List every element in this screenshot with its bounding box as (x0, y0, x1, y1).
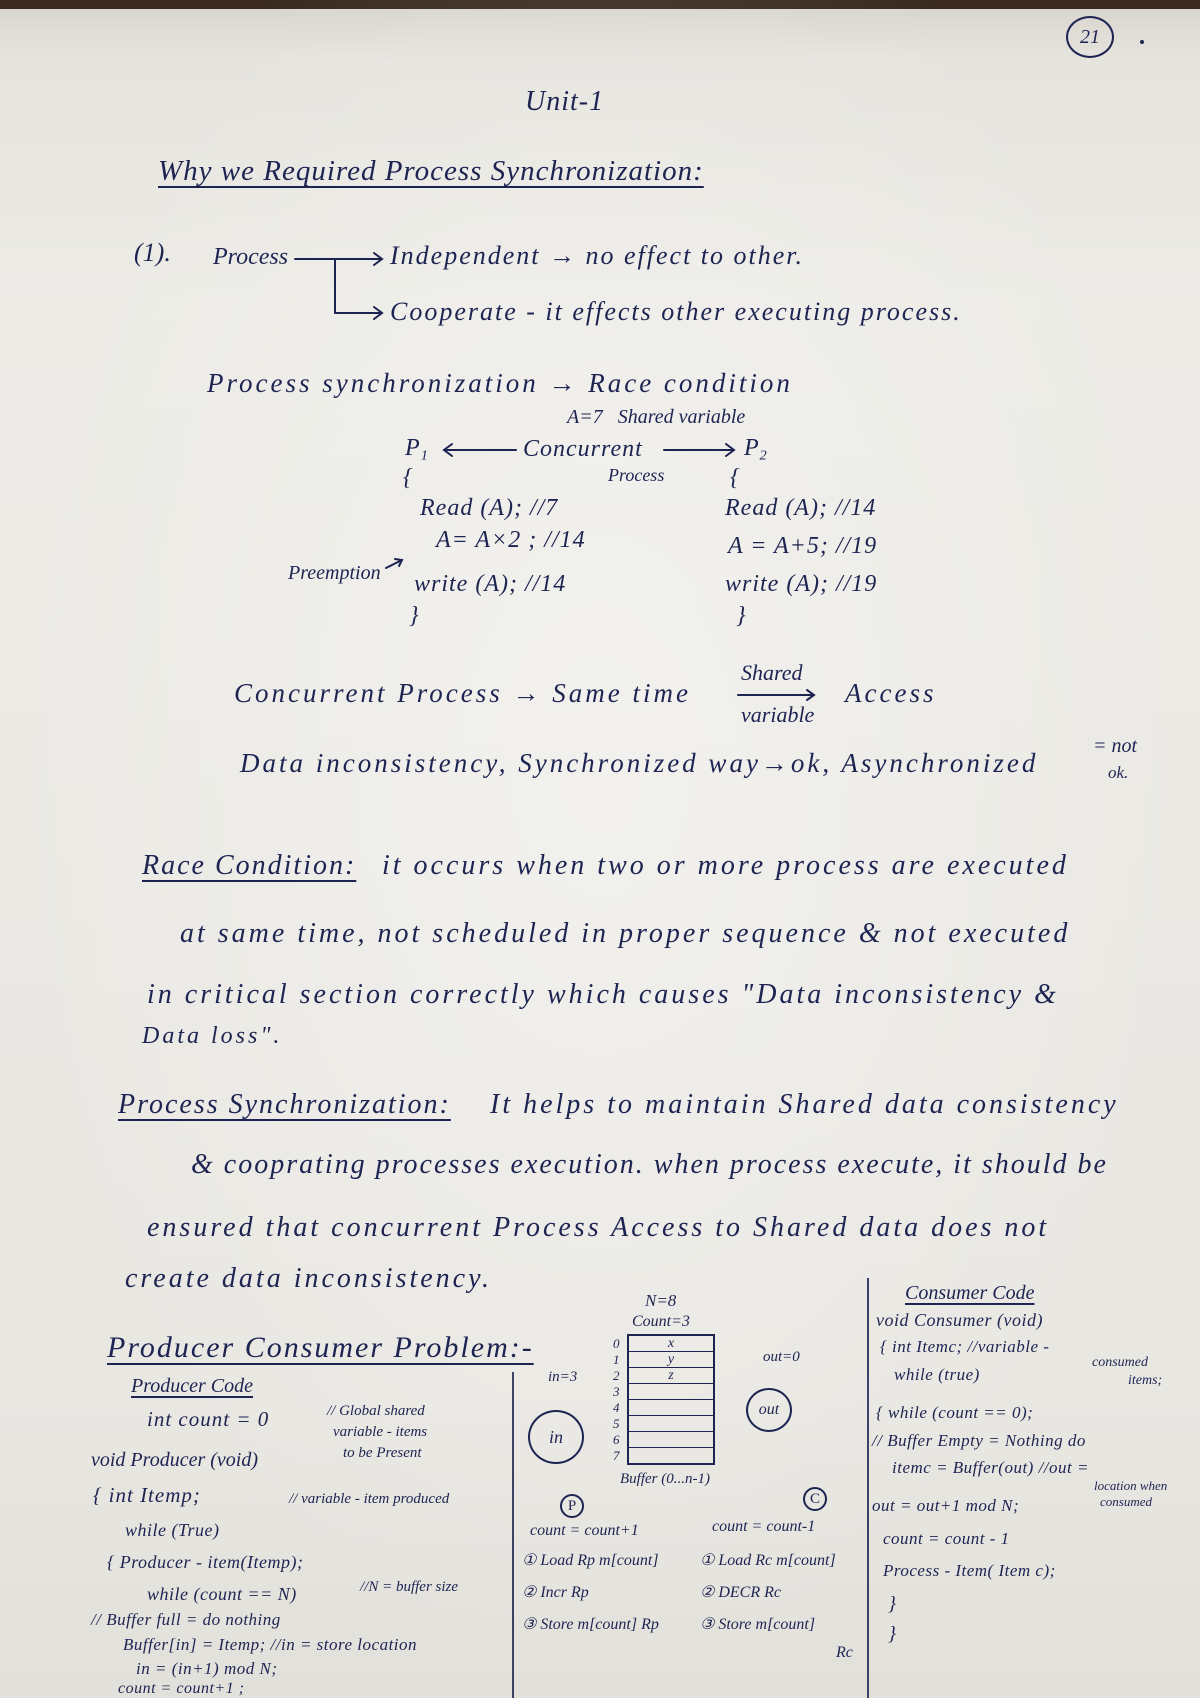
p2-code-open: { (730, 465, 741, 491)
producer-step: ② Incr Rp (522, 1584, 589, 1601)
slot-index: 4 (613, 1400, 620, 1415)
consumer-item-comment: items; (1128, 1373, 1163, 1388)
producer-marker (560, 1494, 584, 1518)
column-divider (867, 1278, 869, 1698)
out-pointer-label: out (758, 1401, 780, 1418)
buffer-size: N=8 (645, 1291, 677, 1310)
race-condition-line: in critical section correctly which causes "Data inconsistency & (147, 979, 1059, 1010)
p2-code-close: } (736, 603, 747, 629)
p1-code-open: { (403, 465, 414, 491)
buffer-slot (613, 1384, 713, 1400)
producer-count-comment: to be Present (343, 1445, 422, 1461)
consumer-take-comment: location when (1094, 1478, 1168, 1493)
right-arrow-icon (660, 440, 740, 460)
consumer-close-brace: } (888, 1593, 897, 1615)
independent-text: Independent → no effect to other. (390, 241, 805, 270)
not-label: = not (1093, 735, 1138, 757)
consumer-take-comment: consumed (1100, 1494, 1152, 1509)
consumer-take: itemc = Buffer(out) //out = (892, 1458, 1089, 1477)
consumer-step: ① Load Rc m[count] (700, 1552, 836, 1569)
process-p1: P₁ (405, 435, 429, 461)
slot-value: z (668, 1368, 674, 1383)
in-pointer-label: in (548, 1427, 563, 1447)
buffer-slot (613, 1352, 713, 1368)
producer-produce: { Producer - item(Itemp); (107, 1552, 304, 1572)
slot-index: 3 (613, 1384, 620, 1399)
preemption-label: Preemption (288, 562, 381, 584)
p1-code-close: } (409, 603, 420, 629)
producer-step: ③ Store m[count] Rp (522, 1616, 659, 1633)
p2-code-line: A = A+5; //19 (728, 533, 878, 559)
point-marker: (1). (134, 238, 171, 267)
ok-label: ok. (1108, 763, 1129, 782)
consumer-count-update: count = count-1 (712, 1518, 816, 1535)
producer-marker-letter: P (567, 1497, 577, 1514)
producer-store: Buffer[in] = Itemp; //in = store location (123, 1635, 418, 1654)
consumer-advance: out = out+1 mod N; (872, 1496, 1020, 1515)
consumer-code-heading: Consumer Code (905, 1282, 1035, 1304)
race-condition-line: it occurs when two or more process are executed (382, 850, 1069, 881)
consumer-decrement: count = count - 1 (883, 1529, 1010, 1548)
fraction-arrow-icon (736, 688, 818, 702)
page-heading: Why we Required Process Synchronization: (158, 155, 704, 187)
consumer-wait: { while (count == 0); (876, 1403, 1034, 1422)
shared-variable-note: A=7 Shared variable (567, 406, 746, 428)
p2-code-line: write (A); //19 (725, 571, 878, 597)
producer-wait-comment: //N = buffer size (360, 1579, 459, 1595)
race-condition-term: Race Condition: (142, 850, 357, 881)
slot-value: x (667, 1336, 675, 1351)
consumer-empty-comment: // Buffer Empty = Nothing do (872, 1431, 1086, 1450)
producer-loop: while (True) (125, 1520, 220, 1540)
process-sync-line: It helps to maintain Shared data consistency (490, 1089, 1119, 1120)
access-label: Access (845, 678, 937, 708)
buffer-array (613, 1334, 715, 1465)
concurrent-label: Concurrent (523, 436, 643, 462)
buffer-slot (613, 1368, 713, 1384)
slot-index: 5 (613, 1416, 620, 1431)
consumer-item-decl: { int Itemc; //variable - (880, 1337, 1050, 1356)
consumer-marker (803, 1487, 827, 1511)
race-condition-line: at same time, not scheduled in proper sequence & not executed (180, 918, 1071, 949)
producer-count-update: count = count+1 (530, 1522, 639, 1539)
column-divider (512, 1372, 514, 1698)
slot-index: 0 (613, 1336, 620, 1351)
producer-count-decl: int count = 0 (147, 1407, 270, 1431)
consumer-loop: while (true) (894, 1365, 980, 1384)
process-sync-term: Process Synchronization: (118, 1089, 451, 1120)
buffer-slot (613, 1400, 713, 1416)
branch-arrows (290, 245, 390, 325)
shared-label: Shared (741, 660, 803, 685)
buffer-slot (613, 1336, 713, 1352)
process-sync-line: create data inconsistency. (125, 1263, 492, 1294)
buffer-slot (613, 1416, 713, 1432)
left-arrow-icon (440, 440, 520, 460)
process-label: Process (213, 244, 289, 270)
buffer-caption: Buffer (0...n-1) (620, 1471, 710, 1487)
page-number-dot (1140, 40, 1144, 44)
slot-index: 2 (613, 1368, 620, 1383)
consumer-step: ② DECR Rc (700, 1584, 781, 1601)
consumer-register: Rc (836, 1644, 853, 1661)
producer-full-comment: // Buffer full = do nothing (91, 1610, 281, 1629)
p2-code-line: Read (A); //14 (725, 495, 877, 521)
buffer-count: Count=3 (632, 1313, 690, 1330)
page-number-text: 21 (1080, 26, 1100, 48)
consumer-item-comment: consumed (1092, 1355, 1148, 1370)
buffer-slot (613, 1448, 713, 1463)
producer-count-comment: // Global shared (327, 1403, 425, 1419)
process-sync-line: & cooprating processes execution. when process execute, it should be (191, 1149, 1108, 1180)
process-sync-line: ensured that concurrent Process Access to Shared data does not (147, 1212, 1050, 1243)
preemption-arrow-icon (384, 556, 406, 572)
in-pointer-circle (528, 1410, 584, 1464)
producer-item-comment: // variable - item produced (289, 1491, 450, 1507)
consumer-step: ③ Store m[count] (700, 1616, 816, 1633)
concurrent-sublabel: Process (608, 465, 665, 485)
producer-increment: count = count+1 ; (118, 1680, 245, 1697)
variable-label: variable (741, 702, 815, 727)
buffer-out-index: out=0 (763, 1349, 800, 1365)
race-condition-line: Data loss". (142, 1023, 283, 1049)
producer-item-decl: { int Itemp; (93, 1483, 201, 1507)
cooperate-text: Cooperate - it effects other executing process. (390, 297, 962, 326)
slot-index: 1 (613, 1352, 620, 1367)
slot-index: 6 (613, 1432, 620, 1447)
consumer-marker-letter: C (809, 1490, 820, 1507)
slot-value: y (667, 1352, 675, 1367)
unit-title: Unit-1 (525, 86, 605, 117)
p1-code-line: Read (A); //7 (420, 495, 559, 521)
producer-wait: while (count == N) (147, 1584, 297, 1604)
buffer-slot (613, 1432, 713, 1448)
slot-index: 7 (613, 1448, 620, 1463)
buffer-in-index: in=3 (548, 1369, 578, 1385)
page-number (1066, 16, 1114, 58)
p1-code-line: write (A); //14 (414, 571, 567, 597)
producer-count-comment: variable - items (333, 1424, 428, 1440)
race-summary: Process synchronization → Race condition (207, 368, 793, 398)
producer-signature: void Producer (void) (91, 1449, 258, 1471)
producer-consumer-title: Producer Consumer Problem:- (107, 1331, 534, 1364)
concurrent-access-text: Concurrent Process → Same time (234, 678, 691, 708)
consumer-close-brace: } (888, 1623, 897, 1645)
producer-step: ① Load Rp m[count] (522, 1552, 659, 1569)
producer-advance: in = (in+1) mod N; (136, 1659, 278, 1678)
producer-code-heading: Producer Code (131, 1375, 254, 1397)
p1-code-line: A= A×2 ; //14 (436, 527, 586, 553)
process-p2: P₂ (744, 435, 768, 461)
inconsistency-text: Data inconsistency, Synchronized way→ok, Asynchronized (240, 748, 1039, 778)
out-pointer-circle (746, 1388, 792, 1432)
consumer-signature: void Consumer (void) (876, 1310, 1043, 1330)
consumer-consume: Process - Item( Item c); (883, 1561, 1056, 1580)
